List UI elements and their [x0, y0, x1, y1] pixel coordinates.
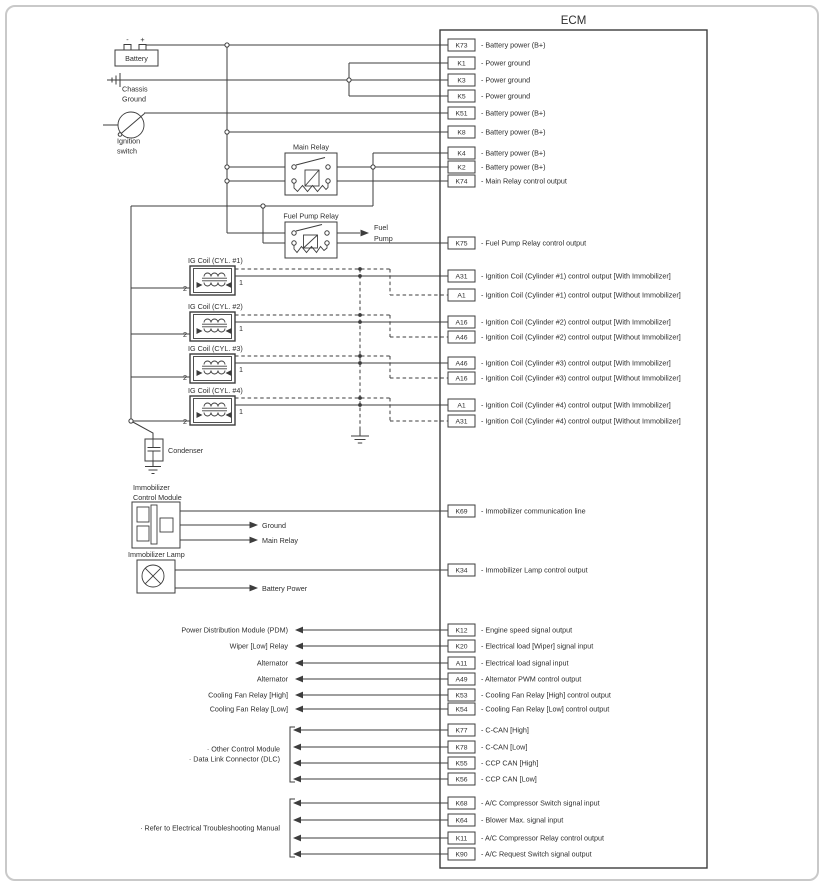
pin-desc: - Ignition Coil (Cylinder #1) control output [With Immobilizer]: [481, 271, 671, 281]
shield-junction: [358, 396, 362, 400]
pin-id: K2: [457, 164, 466, 172]
junction: [225, 43, 229, 47]
pin-desc: - Electrical load [Wiper] signal input: [481, 641, 594, 651]
pin-id: K11: [455, 835, 468, 843]
pin-id: K73: [455, 42, 468, 50]
immobilizer-module-label-2: Control Module: [133, 493, 182, 502]
ig-coil-2-arrow: [226, 328, 232, 334]
ig-coil-4: [183, 386, 243, 426]
ecm-pin-row-1-k1: [448, 57, 530, 69]
pin-desc: - Ignition Coil (Cylinder #2) control output [With Immobilizer]: [481, 317, 671, 327]
left-arrow: [293, 817, 301, 824]
junction: [225, 130, 229, 134]
immobilizer-lamp-component: [128, 550, 308, 593]
main-relay-contact: [326, 179, 330, 183]
pin-id: K56: [455, 776, 468, 784]
pin-desc: - Ignition Coil (Cylinder #3) control output [Without Immobilizer]: [481, 373, 681, 383]
pin-desc: - Battery power (B+): [481, 162, 546, 172]
battery-terminal-plus: [139, 45, 146, 51]
ground-symbol-condenser: [145, 461, 161, 474]
battery-label: Battery: [125, 53, 148, 63]
battery-minus-sign: -: [126, 35, 129, 44]
ecm-pin-row-16-a1: [448, 399, 671, 411]
left-arrow: [293, 744, 301, 751]
battery-component: [115, 35, 158, 66]
main-relay-contact: [292, 179, 296, 183]
ecm-pin-row-2-k3: [448, 74, 530, 86]
pin-desc: - Battery power (B+): [481, 127, 546, 137]
pin-desc: - C-CAN [Low]: [481, 742, 528, 752]
shield-junction: [358, 403, 362, 407]
left-arrow: [295, 692, 303, 699]
battery-plus-sign: +: [140, 35, 145, 44]
chassis-ground-label-2: Ground: [122, 94, 146, 104]
fuel-pump-target-2: Pump: [374, 234, 393, 243]
ig-coil-3-arrow: [226, 370, 232, 376]
pin-id: K69: [455, 508, 468, 516]
pin-desc: - Power ground: [481, 58, 531, 68]
fuel-pump-relay-contact: [325, 241, 329, 245]
junction: [261, 204, 265, 208]
immobilizer-module-label-1: Immobilizer: [133, 483, 170, 492]
pin-desc: - Blower Max. signal input: [481, 815, 564, 825]
pin-id: K4: [457, 150, 466, 158]
ecm-pin-row-4-k51: [448, 107, 546, 119]
ecm-pin-row-33-k90: [448, 848, 592, 860]
pin-desc: - Ignition Coil (Cylinder #4) control output [With Immobilizer]: [481, 400, 671, 410]
ecm-pin-row-32-k11: [448, 832, 604, 844]
bracket-can-group: [290, 727, 295, 782]
pin-desc: - Power ground: [481, 91, 531, 101]
pin-id: A31: [455, 273, 468, 281]
condenser-component: [145, 439, 204, 461]
ecm-pin-row-15-a16: [448, 372, 681, 384]
ecm-pin-row-31-k64: [448, 814, 563, 826]
pin-id: K5: [457, 93, 466, 101]
fuel-pump-relay-component: [283, 212, 392, 259]
ecm-pin-row-23-a49: [448, 673, 581, 685]
pin-desc: - Ignition Coil (Cylinder #2) control output [Without Immobilizer]: [481, 332, 681, 342]
pin-id: A1: [457, 292, 466, 300]
condenser-label: Condenser: [168, 446, 204, 455]
ecm-pin-row-3-k5: [448, 90, 530, 102]
pin-id: K74: [455, 178, 468, 186]
pin-id: A49: [455, 676, 468, 684]
left-arrow: [295, 627, 303, 634]
left-arrow: [293, 776, 301, 783]
etm-group-label: · Refer to Electrical Troubleshooting Manual: [140, 823, 280, 833]
ig-coil-4-arrow: [226, 412, 232, 418]
ecm-pin-row-9-k75: [448, 237, 586, 249]
pin-desc: - CCP CAN [High]: [481, 758, 539, 768]
ecm-pin-row-11-a1: [448, 289, 681, 301]
ecm-pin-row-14-a46: [448, 357, 671, 369]
ecm-pin-row-28-k55: [448, 757, 538, 769]
pin-desc: - A/C Compressor Switch signal input: [481, 798, 600, 808]
pin-id: K75: [455, 240, 468, 248]
ecm-pin-row-25-k54: [448, 703, 609, 715]
main-relay-label: Main Relay: [293, 142, 329, 152]
pin-id: K68: [455, 800, 468, 808]
fuel-pump-arrow: [361, 230, 370, 237]
ecm-pin-row-12-a16: [448, 316, 671, 328]
pin-id: A16: [455, 319, 468, 327]
pin-id: K12: [455, 627, 468, 635]
pin-desc: - Power ground: [481, 75, 531, 85]
ig-coil-3-pin1: 1: [239, 365, 243, 374]
pin-desc: - Fuel Pump Relay control output: [481, 238, 587, 248]
etm-group: [140, 800, 301, 858]
signal-label-pdm: Power Distribution Module (PDM): [181, 625, 288, 635]
ecm-pin-row-26-k77: [448, 724, 529, 736]
signal-label-wiper: Wiper [Low] Relay: [229, 641, 288, 651]
pin-desc: - Battery power (B+): [481, 108, 546, 118]
signal-label-fan-high: Cooling Fan Relay [High]: [208, 690, 288, 700]
pin-id: K53: [455, 692, 468, 700]
pin-desc: - Alternator PWM control output: [481, 674, 582, 684]
fuel-pump-relay-label: Fuel Pump Relay: [283, 211, 339, 221]
shield-junction: [358, 313, 362, 317]
pin-id: A11: [455, 660, 468, 668]
pin-desc: - Cooling Fan Relay [High] control output: [481, 690, 611, 700]
ig-coil-3-pin2: 2: [183, 373, 187, 382]
ig-coil-4-pin1: 1: [239, 407, 243, 416]
ig-coil-1-label: IG Coil (CYL. #1): [188, 256, 243, 265]
pin-id: K64: [455, 817, 468, 825]
pin-desc: - Immobilizer communication line: [481, 506, 586, 516]
junction: [129, 419, 133, 423]
ignition-switch-label-2: switch: [117, 146, 137, 156]
pin-id: K34: [455, 567, 468, 575]
ecm-pin-row-6-k4: [448, 147, 546, 159]
immobilizer-out-ground: Ground: [262, 521, 286, 530]
pin-id: A1: [457, 402, 466, 410]
left-arrow: [295, 676, 303, 683]
shield-junction: [358, 354, 362, 358]
ig-coil-2-windings: [202, 319, 227, 332]
pin-id: K77: [455, 727, 468, 735]
ig-coil-1: [183, 256, 243, 295]
ig-coil-1-arrow: [197, 282, 203, 288]
left-arrow: [293, 727, 301, 734]
pin-id: A46: [455, 360, 468, 368]
pin-desc: - Engine speed signal output: [481, 625, 573, 635]
bracket-etm-group: [290, 799, 295, 857]
condenser-box: [145, 439, 163, 461]
main-relay-contact: [292, 165, 296, 169]
ignition-switch-label-1: Ignition: [117, 136, 141, 146]
fuel-pump-relay-contact: [325, 231, 329, 235]
pin-desc: - Ignition Coil (Cylinder #1) control output [Without Immobilizer]: [481, 290, 681, 300]
pin-desc: - Electrical load signal input: [481, 658, 569, 668]
pin-desc: - Ignition Coil (Cylinder #4) control output [Without Immobilizer]: [481, 416, 681, 426]
ig-coil-2: [183, 302, 243, 341]
pin-desc: - Battery power (B+): [481, 40, 546, 50]
pin-id: K78: [455, 744, 468, 752]
pin-id: K8: [457, 129, 466, 137]
ground-symbol-coil-bus: [351, 436, 369, 443]
pin-id: K3: [457, 77, 466, 85]
ecm-pin-row-20-k12: [448, 624, 572, 636]
ecm-pin-row-22-a11: [448, 657, 569, 669]
main-relay-contact: [326, 165, 330, 169]
ignition-switch-component: [103, 112, 145, 156]
pin-id: A46: [455, 334, 468, 342]
immobilizer-lamp-out-battery: Battery Power: [262, 584, 308, 593]
shield-junction: [358, 274, 362, 278]
ecm-pin-row-17-a31: [448, 415, 681, 427]
ground-arrow: [250, 522, 259, 529]
wire-signal-rows: [294, 630, 448, 854]
ig-coil-1-windings: [202, 273, 227, 286]
shield-junction: [358, 320, 362, 324]
pin-desc: - CCP CAN [Low]: [481, 774, 537, 784]
wire-power-section: [107, 45, 448, 243]
ig-coil-1-pin1: 1: [239, 278, 243, 287]
ig-coil-2-label: IG Coil (CYL. #2): [188, 302, 243, 311]
signal-label-fan-low: Cooling Fan Relay [Low]: [209, 704, 288, 714]
main-relay-component: [285, 143, 337, 196]
left-arrow: [295, 660, 303, 667]
ig-coil-3-windings: [202, 361, 227, 374]
left-arrow: [295, 643, 303, 650]
ecm-pin-row-29-k56: [448, 773, 537, 785]
immobilizer-module-component: [132, 483, 298, 548]
immobilizer-lamp-label: Immobilizer Lamp: [128, 550, 185, 559]
ig-coil-1-arrow: [226, 282, 232, 288]
pin-id: K54: [455, 706, 468, 714]
pin-desc: - C-CAN [High]: [481, 725, 529, 735]
battery-terminal-minus: [124, 45, 131, 51]
immobilizer-out-main-relay: Main Relay: [262, 536, 298, 545]
ig-coil-3-arrow: [197, 370, 203, 376]
pin-desc: - A/C Request Switch signal output: [481, 849, 592, 859]
ig-coil-2-pin2: 2: [183, 330, 187, 339]
can-group: [189, 727, 301, 783]
ecm-pin-row-5-k8: [448, 126, 546, 138]
ecm-pin-row-10-a31: [448, 270, 671, 282]
left-arrow: [293, 835, 301, 842]
ignition-switch-lever: [120, 114, 145, 135]
pin-id: A16: [455, 375, 468, 383]
pin-id: K90: [455, 851, 468, 859]
ecm-pin-row-13-a46: [448, 331, 681, 343]
pin-desc: - Ignition Coil (Cylinder #3) control output [With Immobilizer]: [481, 358, 671, 368]
ecm-pin-row-24-k53: [448, 689, 611, 701]
ecm-title: ECM: [560, 15, 587, 27]
pin-id: A31: [455, 418, 468, 426]
main-relay-arrow: [250, 537, 259, 544]
pin-id: K55: [455, 760, 468, 768]
signal-label-alternator-1: Alternator: [256, 658, 288, 668]
ig-coil-2-arrow: [197, 328, 203, 334]
ecm-pin-row-27-k78: [448, 741, 527, 753]
pin-id: K1: [457, 60, 466, 68]
ig-coil-2-pin1: 1: [239, 324, 243, 333]
ecm-pin-row-21-k20: [448, 640, 593, 652]
ig-coil-1-pin2: 2: [183, 284, 187, 293]
left-arrow: [293, 800, 301, 807]
fuel-pump-relay-contact: [292, 241, 296, 245]
left-arrow: [293, 760, 301, 767]
left-signal-rows: [181, 626, 303, 714]
ecm-pin-row-18-k69: [448, 505, 586, 517]
ig-coil-4-label: IG Coil (CYL. #4): [188, 386, 243, 395]
ecm-pin-row-30-k68: [448, 797, 600, 809]
battery-power-arrow: [250, 585, 259, 592]
wire-dashed-without-immobilizer: [235, 269, 448, 430]
pin-desc: - Main Relay control output: [481, 176, 567, 186]
ecm-pin-row-7-k2: [448, 161, 546, 173]
pin-desc: - A/C Compressor Relay control output: [481, 833, 605, 843]
can-group-label-1: · Other Control Module: [206, 744, 280, 754]
pin-desc: - Battery power (B+): [481, 148, 546, 158]
shield-junction: [358, 267, 362, 271]
ig-coil-3-label: IG Coil (CYL. #3): [188, 344, 243, 353]
ig-coil-4-windings: [202, 403, 227, 416]
left-arrow: [293, 851, 301, 858]
fuel-pump-target-1: Fuel: [374, 223, 388, 232]
ecm-pin-row-0-k73: [448, 39, 546, 51]
pin-id: K20: [455, 643, 468, 651]
ig-coil-4-pin2: 2: [183, 417, 187, 426]
wire-immobilizer-section: [175, 511, 448, 588]
pin-desc: - Immobilizer Lamp control output: [481, 565, 588, 575]
junction: [347, 78, 351, 82]
ig-coil-4-arrow: [197, 412, 203, 418]
main-relay-box: [285, 153, 337, 195]
ig-coil-3: [183, 344, 243, 383]
pin-desc: - Cooling Fan Relay [Low] control output: [481, 704, 610, 714]
signal-label-alternator-2: Alternator: [256, 674, 288, 684]
left-arrow: [295, 706, 303, 713]
shield-junction: [358, 361, 362, 365]
pin-id: K51: [455, 110, 468, 118]
ecm-pin-row-19-k34: [448, 564, 588, 576]
junction: [371, 165, 375, 169]
junction: [225, 179, 229, 183]
junction: [225, 165, 229, 169]
chassis-ground-label-1: Chassis: [122, 84, 148, 94]
can-group-label-2: · Data Link Connector (DLC): [188, 754, 280, 764]
ecm-pin-row-8-k74: [448, 175, 567, 187]
fuel-pump-relay-contact: [292, 231, 296, 235]
ecm-pin-rows: [448, 39, 681, 860]
